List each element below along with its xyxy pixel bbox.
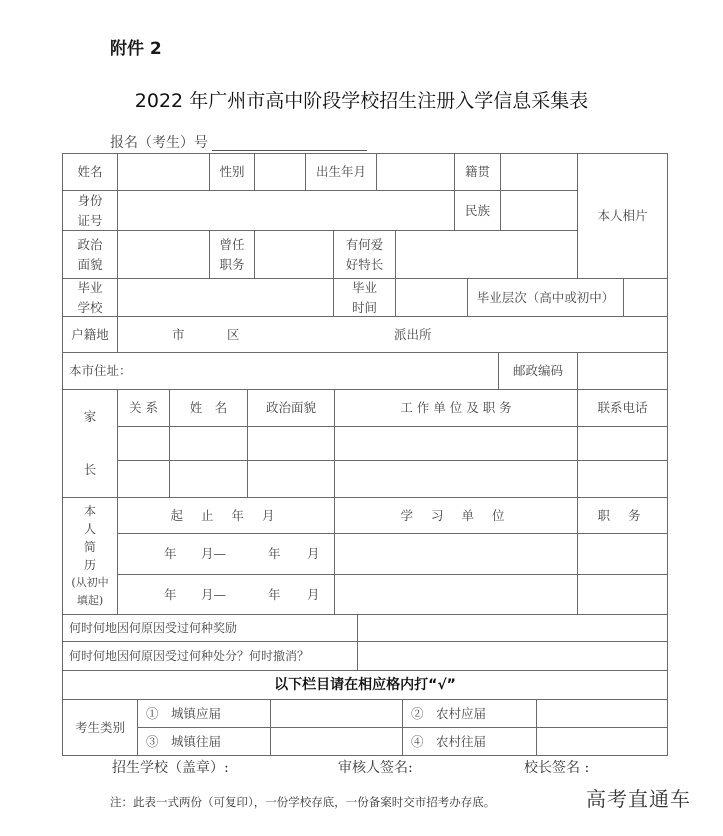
label-resume-5: (从初中 [71, 576, 109, 589]
family-row1-phone[interactable] [577, 426, 668, 461]
field-punishment[interactable] [357, 641, 668, 671]
field-hobby[interactable] [395, 230, 578, 279]
label-grad-school-line2: 学校 [77, 299, 103, 315]
label-id-line1: 身份 [77, 192, 103, 208]
signature-principal: 校长签名 : [524, 760, 590, 776]
signature-school: 招生学校（盖章）: [112, 760, 229, 776]
attachment-label: 附件 2 [110, 39, 162, 59]
label-former-post-line1: 曾任 [219, 236, 245, 252]
resume-row2-year1: 年 [164, 587, 177, 602]
field-address[interactable] [62, 352, 499, 390]
label-grad-school [62, 278, 118, 317]
label-resume [62, 497, 118, 615]
label-family-bottom: 长 [83, 462, 97, 478]
label-political [62, 230, 118, 279]
label-birth: 出生年月 [305, 153, 377, 191]
family-row1-name[interactable] [169, 426, 248, 461]
check-instruction: 以下栏目请在相应格内打“√” [62, 670, 668, 700]
check-urban-repeat[interactable] [270, 727, 403, 756]
family-row2-political[interactable] [247, 460, 335, 498]
resume-row2-month2: 月 [307, 587, 320, 602]
label-grad-time-line1: 毕业 [351, 279, 377, 295]
label-address: 本市住址： [69, 363, 132, 378]
field-gender[interactable] [254, 153, 306, 191]
field-awards[interactable] [357, 614, 668, 642]
label-category: 考生类别 [62, 699, 138, 756]
resume-row2-year2: 年 [268, 587, 281, 602]
family-header-phone: 联系电话 [577, 389, 668, 427]
option-urban-repeat: ③ 城镇往届 [137, 727, 271, 756]
resume-row1-period[interactable] [117, 533, 335, 575]
family-header-political: 政治面貌 [247, 389, 335, 427]
resume-row1-year2: 年 [268, 546, 281, 561]
resume-row1-school[interactable] [334, 533, 578, 575]
resume-row2-school[interactable] [334, 574, 578, 615]
resume-row1-month2: 月 [307, 546, 320, 561]
field-former-post[interactable] [254, 230, 334, 279]
field-name[interactable] [117, 153, 210, 191]
label-gender: 性别 [209, 153, 255, 191]
option-urban-fresh: ① 城镇应届 [137, 699, 271, 728]
field-postcode[interactable] [577, 352, 668, 390]
resume-row2-period[interactable] [117, 574, 335, 615]
option-rural-fresh: ② 农村应届 [402, 699, 537, 728]
reg-no-label: 报名（考生）号 [110, 135, 208, 151]
check-urban-fresh[interactable] [270, 699, 403, 728]
label-native-place: 籍贯 [454, 153, 501, 191]
field-native-place[interactable] [500, 153, 578, 191]
resume-row2-post[interactable] [577, 574, 668, 615]
label-grad-time-line2: 时间 [351, 299, 377, 315]
field-grad-school[interactable] [117, 278, 334, 317]
label-grad-level: 毕业层次（高中或初中） [467, 278, 624, 317]
check-rural-repeat[interactable] [536, 727, 668, 756]
family-row2-phone[interactable] [577, 460, 668, 498]
resume-row1-month1: 月— [201, 546, 227, 561]
label-resume-2: 人 [83, 522, 96, 536]
label-police: 派出所 [394, 327, 432, 342]
label-resume-1: 本 [83, 504, 96, 518]
footnote: 注：此表一式两份（可复印），一份学校存底，一份备案时交市招考办存底。 [110, 795, 496, 809]
family-row2-workplace[interactable] [334, 460, 578, 498]
page-title: 2022 年广州市高中阶段学校招生注册入学信息采集表 [134, 90, 589, 112]
field-id-number[interactable] [117, 190, 455, 231]
family-row2-relation[interactable] [117, 460, 170, 498]
label-postcode: 邮政编码 [498, 352, 578, 390]
resume-row1-year1: 年 [164, 546, 177, 561]
label-resume-3: 简 [83, 540, 96, 554]
label-district: 区 [227, 327, 240, 342]
reg-no-field[interactable] [212, 150, 367, 151]
label-resume-6: 填起) [76, 594, 104, 607]
resume-header-period: 起 止 年 月 [117, 497, 335, 534]
label-punishment: 何时何地因何原因受过何种处分？何时撤消？ [62, 641, 358, 671]
signature-reviewer: 审核人签名: [338, 760, 413, 776]
label-hobby [333, 230, 396, 279]
resume-header-post: 职 务 [577, 497, 668, 534]
family-header-name: 姓 名 [169, 389, 248, 427]
label-hobby-line2: 好特长 [345, 256, 384, 272]
family-row1-workplace[interactable] [334, 426, 578, 461]
family-row1-relation[interactable] [117, 426, 170, 461]
label-name: 姓名 [62, 153, 118, 191]
field-hukou[interactable] [117, 316, 668, 353]
label-former-post [209, 230, 255, 279]
check-rural-fresh[interactable] [536, 699, 668, 728]
family-header-workplace: 工 作 单 位 及 职 务 [334, 389, 578, 427]
field-birth[interactable] [376, 153, 455, 191]
label-ethnicity: 民族 [454, 190, 501, 231]
label-family-top: 家 [83, 408, 97, 424]
family-header-relation: 关 系 [117, 389, 170, 427]
label-awards: 何时何地因何原因受过何种奖励 [62, 614, 358, 642]
label-resume-4: 历 [83, 558, 96, 572]
field-ethnicity[interactable] [500, 190, 578, 231]
label-grad-time [333, 278, 396, 317]
resume-row1-post[interactable] [577, 533, 668, 575]
label-former-post-line2: 职务 [219, 256, 245, 272]
label-hobby-line1: 有何爱 [345, 236, 384, 252]
label-id-number [62, 190, 118, 231]
field-grad-level[interactable] [623, 278, 668, 317]
label-grad-school-line1: 毕业 [77, 279, 103, 295]
label-hukou: 户籍地 [62, 316, 118, 353]
field-grad-time[interactable] [395, 278, 468, 317]
label-city: 市 [172, 327, 185, 342]
resume-header-school: 学 习 单 位 [334, 497, 578, 534]
watermark: 高考直通车 [586, 787, 691, 811]
label-political-line2: 面貌 [77, 256, 103, 272]
family-row1-political[interactable] [247, 426, 335, 461]
photo-box[interactable]: 本人相片 [577, 153, 668, 279]
field-political[interactable] [117, 230, 210, 279]
label-id-line2: 证号 [77, 212, 103, 228]
option-rural-repeat: ④ 农村往届 [402, 727, 537, 756]
label-family [62, 389, 118, 498]
resume-row2-month1: 月— [201, 587, 227, 602]
family-row2-name[interactable] [169, 460, 248, 498]
label-political-line1: 政治 [77, 236, 103, 252]
